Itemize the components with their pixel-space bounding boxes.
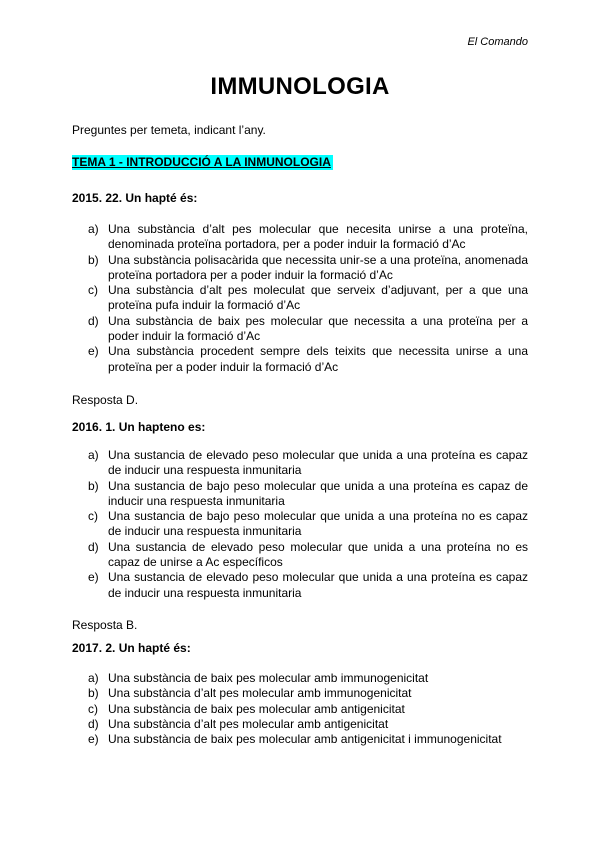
option-text: Una sustancia de elevado peso molecular que unida a una proteína es capaz de inducir una respuesta inmunitaria — [108, 570, 528, 600]
option-item — [88, 448, 528, 479]
question-title: 2017. 2. Un hapté és: — [72, 641, 191, 655]
option-letter: a) — [88, 448, 99, 462]
option-letter: b) — [88, 478, 99, 493]
option-text: Una substància de baix pes molecular amb immunogenicitat — [108, 671, 429, 685]
option-item — [88, 253, 528, 284]
option-text: Una substància d’alt pes moleculat que serveix d’adjuvant, per a que una proteïna pufa induir la formació d’Ac — [108, 283, 528, 313]
option-item — [88, 570, 528, 601]
option-item — [88, 686, 528, 701]
options-list — [88, 671, 528, 747]
option-letter: e) — [88, 344, 99, 359]
option-item — [88, 717, 528, 732]
option-item — [88, 732, 528, 747]
option-text: Una substància de baix pes molecular amb antigenicitat i immunogenicitat — [108, 732, 502, 747]
option-letter: d) — [88, 313, 99, 328]
option-item — [88, 702, 528, 717]
option-text: Una substància d’alt pes molecular que necesita unirse a una proteïna, denominada proteïna portadora, per a poder induir la formació d’Ac — [108, 222, 528, 252]
option-letter: d) — [88, 716, 99, 731]
answer-text: Resposta B. — [72, 618, 138, 632]
intro-text: Preguntes per temeta, indicant l’any. — [72, 123, 266, 137]
option-letter: b) — [88, 252, 99, 267]
option-text: Una substància polisacàrida que necessita unir-se a una proteïna, anomenada proteïna portadora per a poder induir la formació d’Ac — [108, 252, 528, 282]
option-letter: a) — [88, 222, 99, 236]
option-item — [88, 314, 528, 345]
option-item — [88, 509, 528, 540]
topic-heading: TEMA 1 - INTRODUCCIÓ A LA INMUNOLOGIA — [72, 155, 331, 169]
option-letter: c) — [88, 509, 98, 524]
option-item — [88, 344, 528, 375]
option-text: Una sustancia de bajo peso molecular que unida a una proteína no es capaz de inducir una respuesta inmunitaria — [108, 509, 528, 539]
option-letter: c) — [88, 283, 98, 298]
option-text: Una substància de baix pes molecular que necessita a una proteïna per a poder induir la formació d’Ac — [108, 313, 528, 344]
header-author: El Comando — [467, 36, 528, 48]
option-letter: e) — [88, 732, 99, 747]
options-list — [88, 222, 528, 375]
option-text: Una sustancia de bajo peso molecular que unida a una proteína es capaz de inducir una respuesta inmunitaria — [108, 478, 528, 508]
option-text: Una substància de baix pes molecular amb antigenicitat — [108, 701, 405, 716]
option-letter: b) — [88, 686, 99, 701]
option-item — [88, 540, 528, 571]
option-text: Una sustancia de elevado peso molecular que unida a una proteína es capaz de inducir una respuesta inmunitaria — [108, 448, 528, 478]
question-title: 2016. 1. Un hapteno es: — [72, 420, 206, 434]
option-item — [88, 222, 528, 253]
question-title: 2015. 22. Un hapté és: — [72, 191, 198, 205]
option-letter: d) — [88, 539, 99, 554]
answer-text: Resposta D. — [72, 393, 139, 407]
option-text: Una sustancia de elevado peso molecular que unida a una proteína no es capaz de unirse a Ac específicos — [108, 539, 528, 570]
option-text: Una substància d’alt pes molecular amb immunogenicitat — [108, 686, 412, 701]
option-item — [88, 283, 528, 314]
option-letter: c) — [88, 701, 98, 716]
option-item — [88, 671, 528, 686]
option-item — [88, 479, 528, 510]
option-letter: e) — [88, 570, 99, 585]
option-text: Una substància d’alt pes molecular amb antigenicitat — [108, 716, 389, 731]
option-text: Una substància procedent sempre dels teixits que necessita unirse a una proteïna per a poder induir la formació d’Ac — [108, 344, 528, 374]
option-letter: a) — [88, 671, 99, 685]
options-list — [88, 448, 528, 601]
page-title: IMMUNOLOGIA — [210, 73, 390, 100]
